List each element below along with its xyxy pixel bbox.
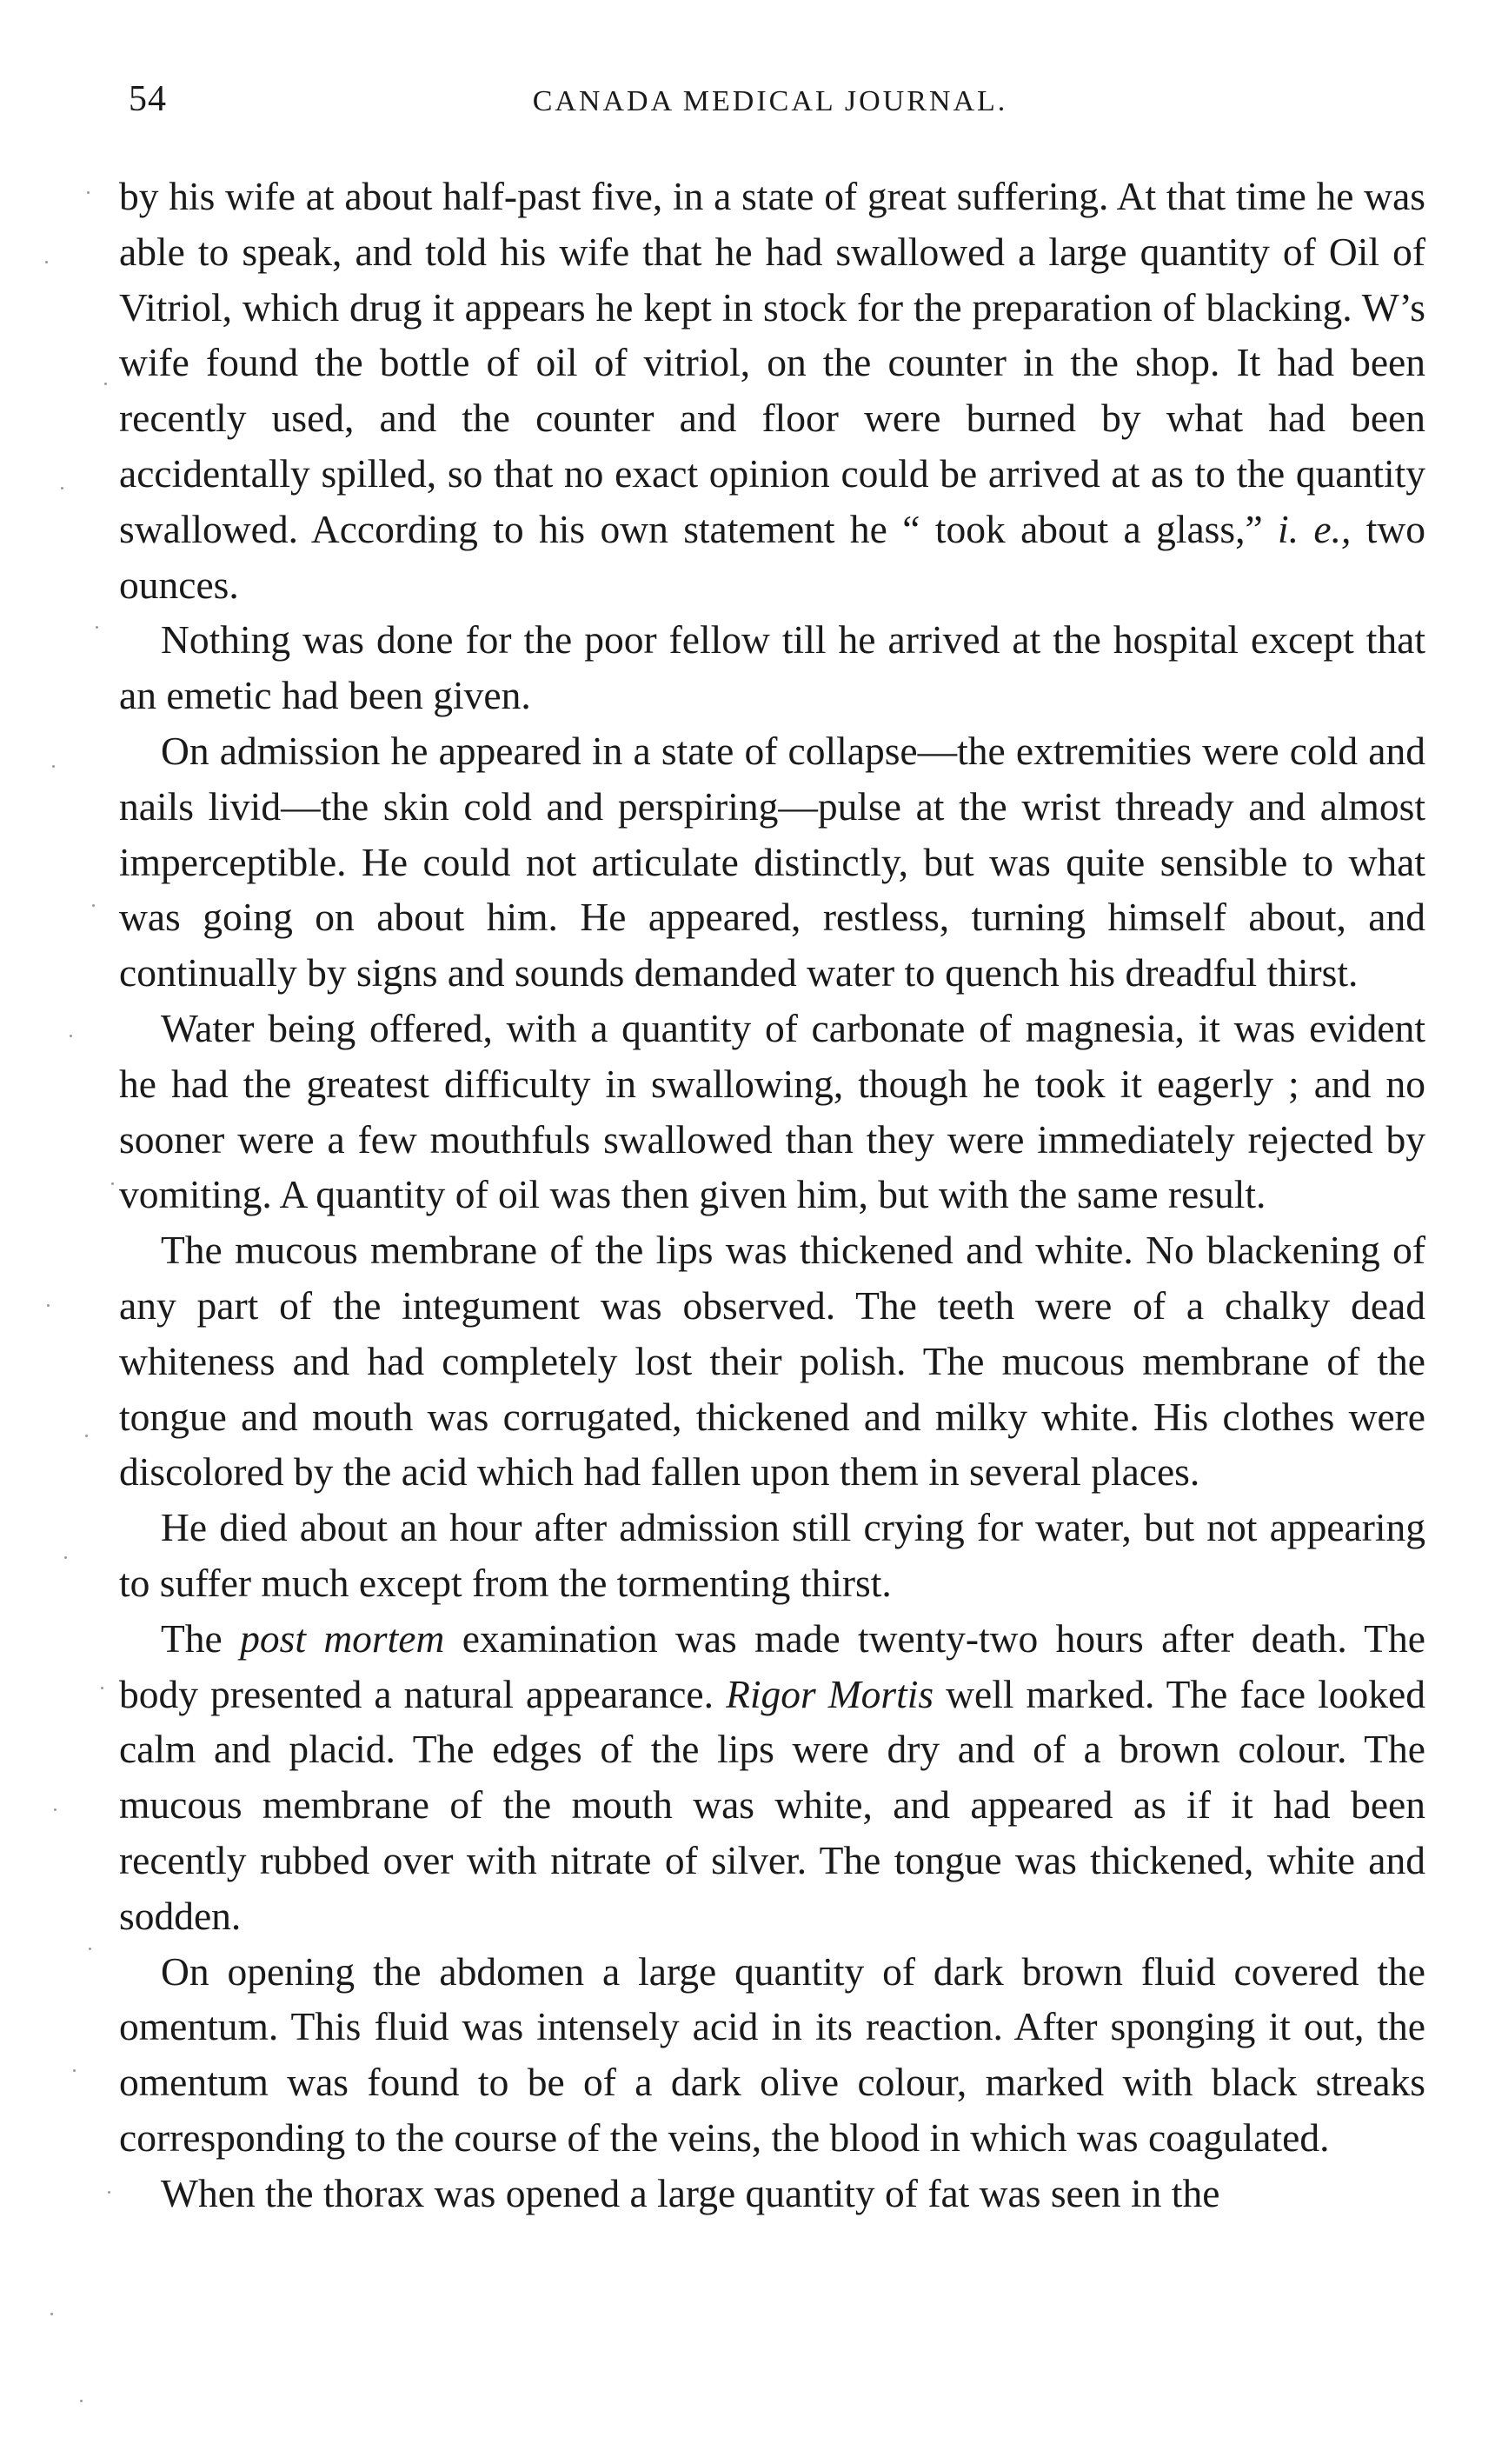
paragraph-p2 (119, 612, 1425, 723)
running-head (118, 78, 1422, 130)
text-run: The (161, 1615, 241, 1661)
speck (108, 2191, 110, 2194)
speck (80, 2400, 83, 2402)
speck (101, 1687, 103, 1689)
speck (61, 487, 63, 489)
text-run: When the thorax was opened a large quantity of fat was seen in the (161, 2170, 1220, 2215)
text-run: Water being offered, with a quantity of carbonate of magnesia, it was evident he had the greatest difficulty in swallowing, though he took it eagerly ; and no sooner were a few mouthfuls swallowed than they were immediately rejected by vomiting. A quantity of oil was then given him, but with the same result. (119, 1005, 1425, 1217)
text-run: examination was made twenty-two hours after death. The body presented a natural appearance. (119, 1615, 1425, 1716)
text-run: He died about an hour after admission still crying for water, but not appearing to suffer much except from the tormenting thirst. (119, 1505, 1425, 1605)
speck (111, 1182, 114, 1185)
speck (50, 2313, 53, 2315)
paragraph-p3 (119, 723, 1425, 1001)
text-run: On opening the abdomen a large quantity of dark brown fluid covered the omentum. This fluid was intensely acid in its reaction. After sponging it out, the omentum was found to be of a dark olive colour, marked with black streaks corresponding to the course of the veins, the blood in which was coagulated. (119, 1948, 1425, 2160)
speck (52, 765, 55, 768)
speck (54, 1808, 56, 1811)
paragraph-p9 (119, 2166, 1425, 2221)
speck (73, 2069, 76, 2072)
speck (47, 1304, 50, 1307)
italic-text: post mortem (240, 1615, 445, 1661)
italic-text: Rigor Mortis (726, 1671, 934, 1716)
paragraph-p6 (119, 1500, 1425, 1611)
speck (64, 1556, 67, 1559)
paragraph-p5 (119, 1222, 1425, 1500)
italic-text: i. e., (1278, 506, 1352, 551)
paragraph-p1 (119, 169, 1425, 612)
speck (87, 191, 90, 194)
text-run: two ounces. (119, 506, 1426, 607)
speck (104, 383, 107, 385)
text-run: well marked. The face looked calm and placid. The edges of the lips were dry and of a brown colour. The mucous membrane of the mouth was white, and appeared as if it had been recently rubbed over with nitrate of silver. The tongue was thickened, white and sodden. (119, 1671, 1425, 1938)
speck (85, 1435, 88, 1437)
page-number: 54 (129, 79, 167, 119)
paragraph-p8 (119, 1944, 1425, 2166)
paragraph-p4 (119, 1001, 1425, 1222)
text-run: Nothing was done for the poor fellow till he arrived at the hospital except that an emetic had been given. (119, 617, 1425, 718)
speck (96, 626, 98, 629)
margin-specks (35, 156, 130, 2434)
journal-title: CANADA MEDICAL JOURNAL. (532, 85, 1008, 117)
speck (70, 1035, 72, 1037)
text-run: On admission he appeared in a state of collapse—the extremities were cold and nails livid—the skin cold and perspiring—pulse at the wrist thready and almost imperceptible. He could not articulate distinctly, but was quite sensible to what was going on about him. He appeared, restless, turning himself about, and continually by signs and sounds demanded water to quench his dreadful thirst. (119, 728, 1425, 996)
text-run: by his wife at about half-past five, in a state of great suffering. At that time he was able to speak, and told his wife that he had swallowed a large quantity of Oil of Vitriol, which drug it appears he kept in stock for the preparation of blacking. W’s wife found the bottle of oil of vitriol, on the counter in the shop. It had been recently used, and the counter and floor were burned by what had been accidentally spilled, so that no exact opinion could be arrived at as to the quantity swallowed. According to his own statement he “ took about a glass,” (119, 174, 1425, 551)
speck (92, 904, 95, 907)
speck (45, 261, 48, 263)
paragraph-p7 (119, 1611, 1425, 1944)
text-run: The mucous membrane of the lips was thickened and white. No blackening of any part of the integument was observed. The teeth were of a chalky dead whiteness and had completely lost their polish. The mucous membrane of the tongue and mouth was corrugated, thickened and milky white. His clothes were discolored by the acid which had fallen upon them in several places. (119, 1228, 1425, 1495)
article-body (119, 169, 1425, 2221)
speck (89, 1948, 91, 1950)
